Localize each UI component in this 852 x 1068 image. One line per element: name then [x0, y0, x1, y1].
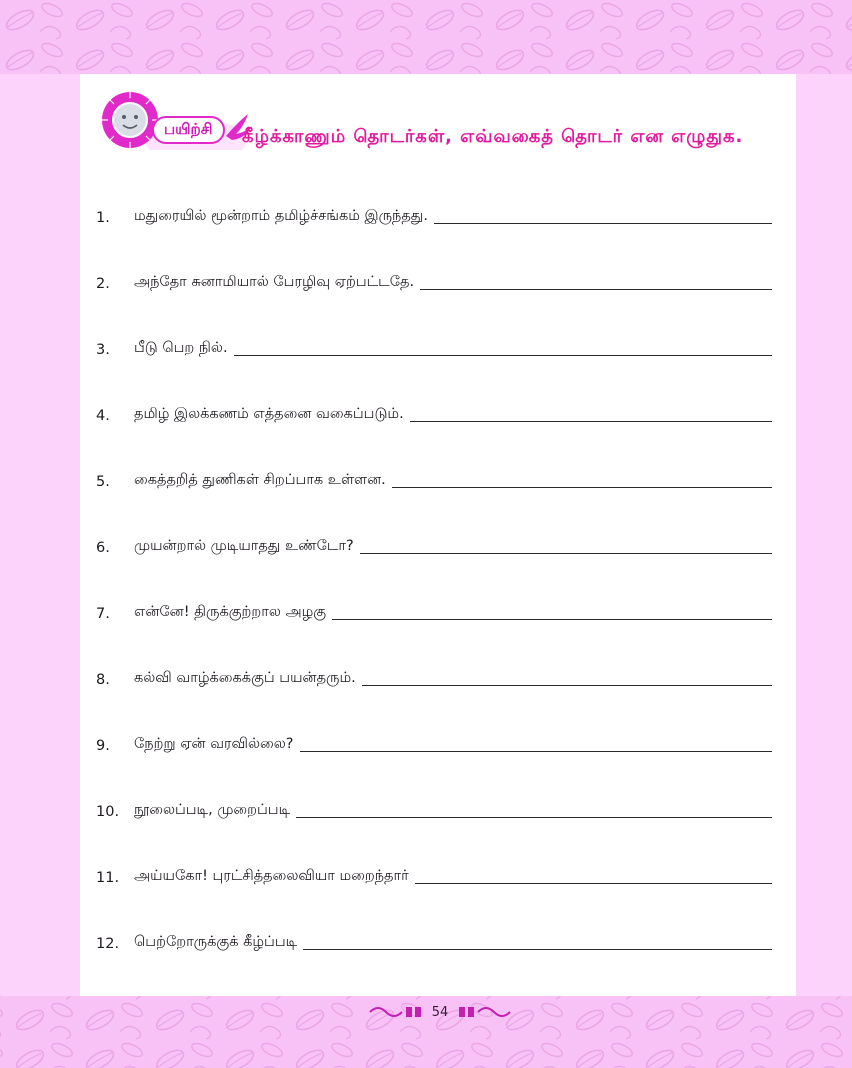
- answer-line[interactable]: [234, 354, 772, 356]
- question-text: என்னே! திருக்குற்றால அழகு: [134, 604, 327, 620]
- page-footer: [360, 1001, 520, 1023]
- question-item: [96, 724, 772, 756]
- question-item: [96, 856, 772, 888]
- question-item: [96, 592, 772, 624]
- answer-line[interactable]: [410, 420, 772, 422]
- answer-line[interactable]: [434, 222, 772, 224]
- question-item: [96, 460, 772, 492]
- answer-line[interactable]: [420, 288, 772, 290]
- question-item: [96, 790, 772, 822]
- answer-line[interactable]: [415, 882, 772, 884]
- question-item: [96, 196, 772, 228]
- smiling-sun-icon: [100, 90, 160, 150]
- answer-line[interactable]: [332, 618, 772, 620]
- answer-line[interactable]: [392, 486, 772, 488]
- question-text: பீடு பெற நில்.: [134, 340, 228, 356]
- question-text: அய்யகோ! புரட்சித்தலைவியா மறைந்தார்: [134, 868, 409, 884]
- exercise-header: [100, 88, 780, 164]
- question-number: 11.: [96, 870, 120, 886]
- answer-line[interactable]: [296, 816, 772, 818]
- answer-line[interactable]: [300, 750, 772, 752]
- question-item: [96, 658, 772, 690]
- question-text: கல்வி வாழ்க்கைக்குப் பயன்தரும்.: [134, 670, 356, 686]
- answer-line[interactable]: [360, 552, 772, 554]
- question-number: 4.: [96, 408, 110, 424]
- question-text: தமிழ் இலக்கணம் எத்தனை வகைப்படும்.: [134, 406, 404, 422]
- question-text: அந்தோ சுனாமியால் பேரழிவு ஏற்பட்டதே.: [134, 274, 415, 290]
- question-item: [96, 394, 772, 426]
- question-number: 9.: [96, 738, 110, 754]
- question-text: கைத்தறித் துணிகள் சிறப்பாக உள்ளன.: [134, 472, 386, 488]
- question-text: நூலைப்படி, முறைப்படி: [134, 802, 291, 818]
- exercise-title: கீழ்க்காணும் தொடர்கள், எவ்வகைத் தொடர் என எழுதுக.: [242, 126, 744, 147]
- answer-line[interactable]: [362, 684, 772, 686]
- left-margin: [0, 74, 80, 996]
- top-decorative-band: [0, 0, 852, 74]
- answer-line[interactable]: [303, 948, 772, 950]
- question-text: முயன்றால் முடியாதது உண்டோ?: [134, 538, 354, 554]
- question-number: 12.: [96, 936, 120, 952]
- question-number: 2.: [96, 276, 110, 292]
- question-number: 7.: [96, 606, 110, 622]
- question-text: மதுரையில் மூன்றாம் தமிழ்ச்சங்கம் இருந்தது.: [134, 208, 428, 224]
- question-text: பெற்றோருக்குக் கீழ்ப்படி: [134, 934, 298, 950]
- question-number: 6.: [96, 540, 110, 556]
- right-margin: [796, 74, 852, 996]
- question-number: 3.: [96, 342, 110, 358]
- question-item: [96, 526, 772, 558]
- decorative-ornament-icon: [456, 1004, 512, 1020]
- question-number: 10.: [96, 804, 120, 820]
- question-item: [96, 328, 772, 360]
- question-text: நேற்று ஏன் வரவில்லை?: [134, 736, 294, 752]
- page-number: 54: [431, 1004, 449, 1020]
- question-number: 1.: [96, 210, 110, 226]
- exercise-badge-label: பயிற்சி: [152, 116, 225, 144]
- decorative-ornament-icon: [368, 1004, 424, 1020]
- question-item: [96, 262, 772, 294]
- leaf-pattern-top: [0, 0, 852, 74]
- question-item: [96, 922, 772, 954]
- question-number: 8.: [96, 672, 110, 688]
- question-number: 5.: [96, 474, 110, 490]
